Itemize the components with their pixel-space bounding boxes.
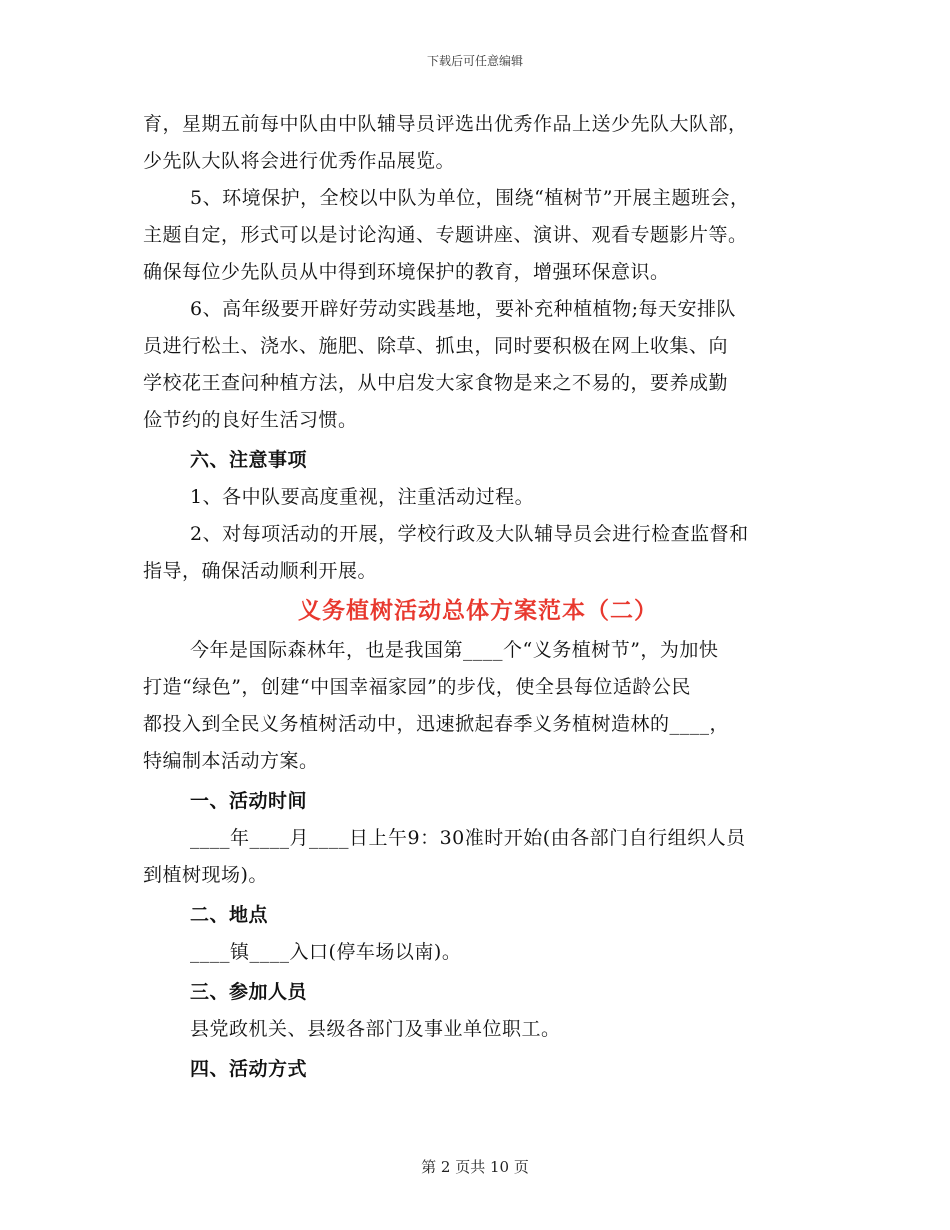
body-line: 育，星期五前每中队由中队辅导员评选出优秀作品上送少先队大队部， [143,113,748,135]
body-line: 6、高年级要开辟好劳动实践基地，要补充种植植物;每天安排队 [190,298,736,320]
document-title: 义务植树活动总体方案范本（二） [298,597,658,624]
body-line: 学校花王查问种植方法，从中启发大家食物是来之不易的，要养成勤 [143,372,729,394]
body-line: 1、各中队要高度重视，注重活动过程。 [190,486,535,508]
document-body [143,106,813,1088]
body-line: 俭节约的良好生活习惯。 [143,409,358,431]
body-line: 今年是国际森林年，也是我国第____个“义务植树节”，为加快 [190,639,719,661]
body-line: 5、环境保护，全校以中队为单位，围绕“植树节”开展主题班会， [190,187,750,209]
body-line: 主题自定，形式可以是讨论沟通、专题讲座、演讲、观看专题影片等。 [143,224,748,246]
body-line: 都投入到全民义务植树活动中，迅速掀起春季义务植树造林的____， [143,713,730,735]
body-line: 确保每位少先队员从中得到环境保护的教育，增强环保意识。 [143,261,670,283]
section-heading-precautions: 六、注意事项 [190,449,308,471]
body-line: 打造“绿色”，创建“中国幸福家园”的步伐，使全县每位适龄公民 [143,676,691,698]
body-line: 2、对每项活动的开展，学校行政及大队辅导员会进行检查监督和 [190,523,749,545]
body-line: 指导，确保活动顺利开展。 [143,560,378,582]
section-heading-method: 四、活动方式 [190,1058,308,1080]
body-line: 县党政机关、县级各部门及事业单位职工。 [190,1018,561,1040]
body-line: ____镇____入口(停车场以南)。 [190,941,462,963]
body-line: 到植树现场)。 [143,864,268,886]
section-heading-location: 二、地点 [190,904,269,926]
body-line: 特编制本活动方案。 [143,750,319,772]
body-line: 少先队大队将会进行优秀作品展览。 [143,150,456,172]
section-heading-time: 一、活动时间 [190,790,308,812]
section-heading-participants: 三、参加人员 [190,981,308,1003]
body-line: ____年____月____日上午9：30准时开始(由各部门自行组织人员 [190,827,746,849]
page-footer: 第 2 页共 10 页 [421,1158,529,1176]
page-header: 下载后可任意编辑 [426,54,523,68]
body-line: 员进行松土、浇水、施肥、除草、抓虫，同时要积极在网上收集、向 [143,335,729,357]
